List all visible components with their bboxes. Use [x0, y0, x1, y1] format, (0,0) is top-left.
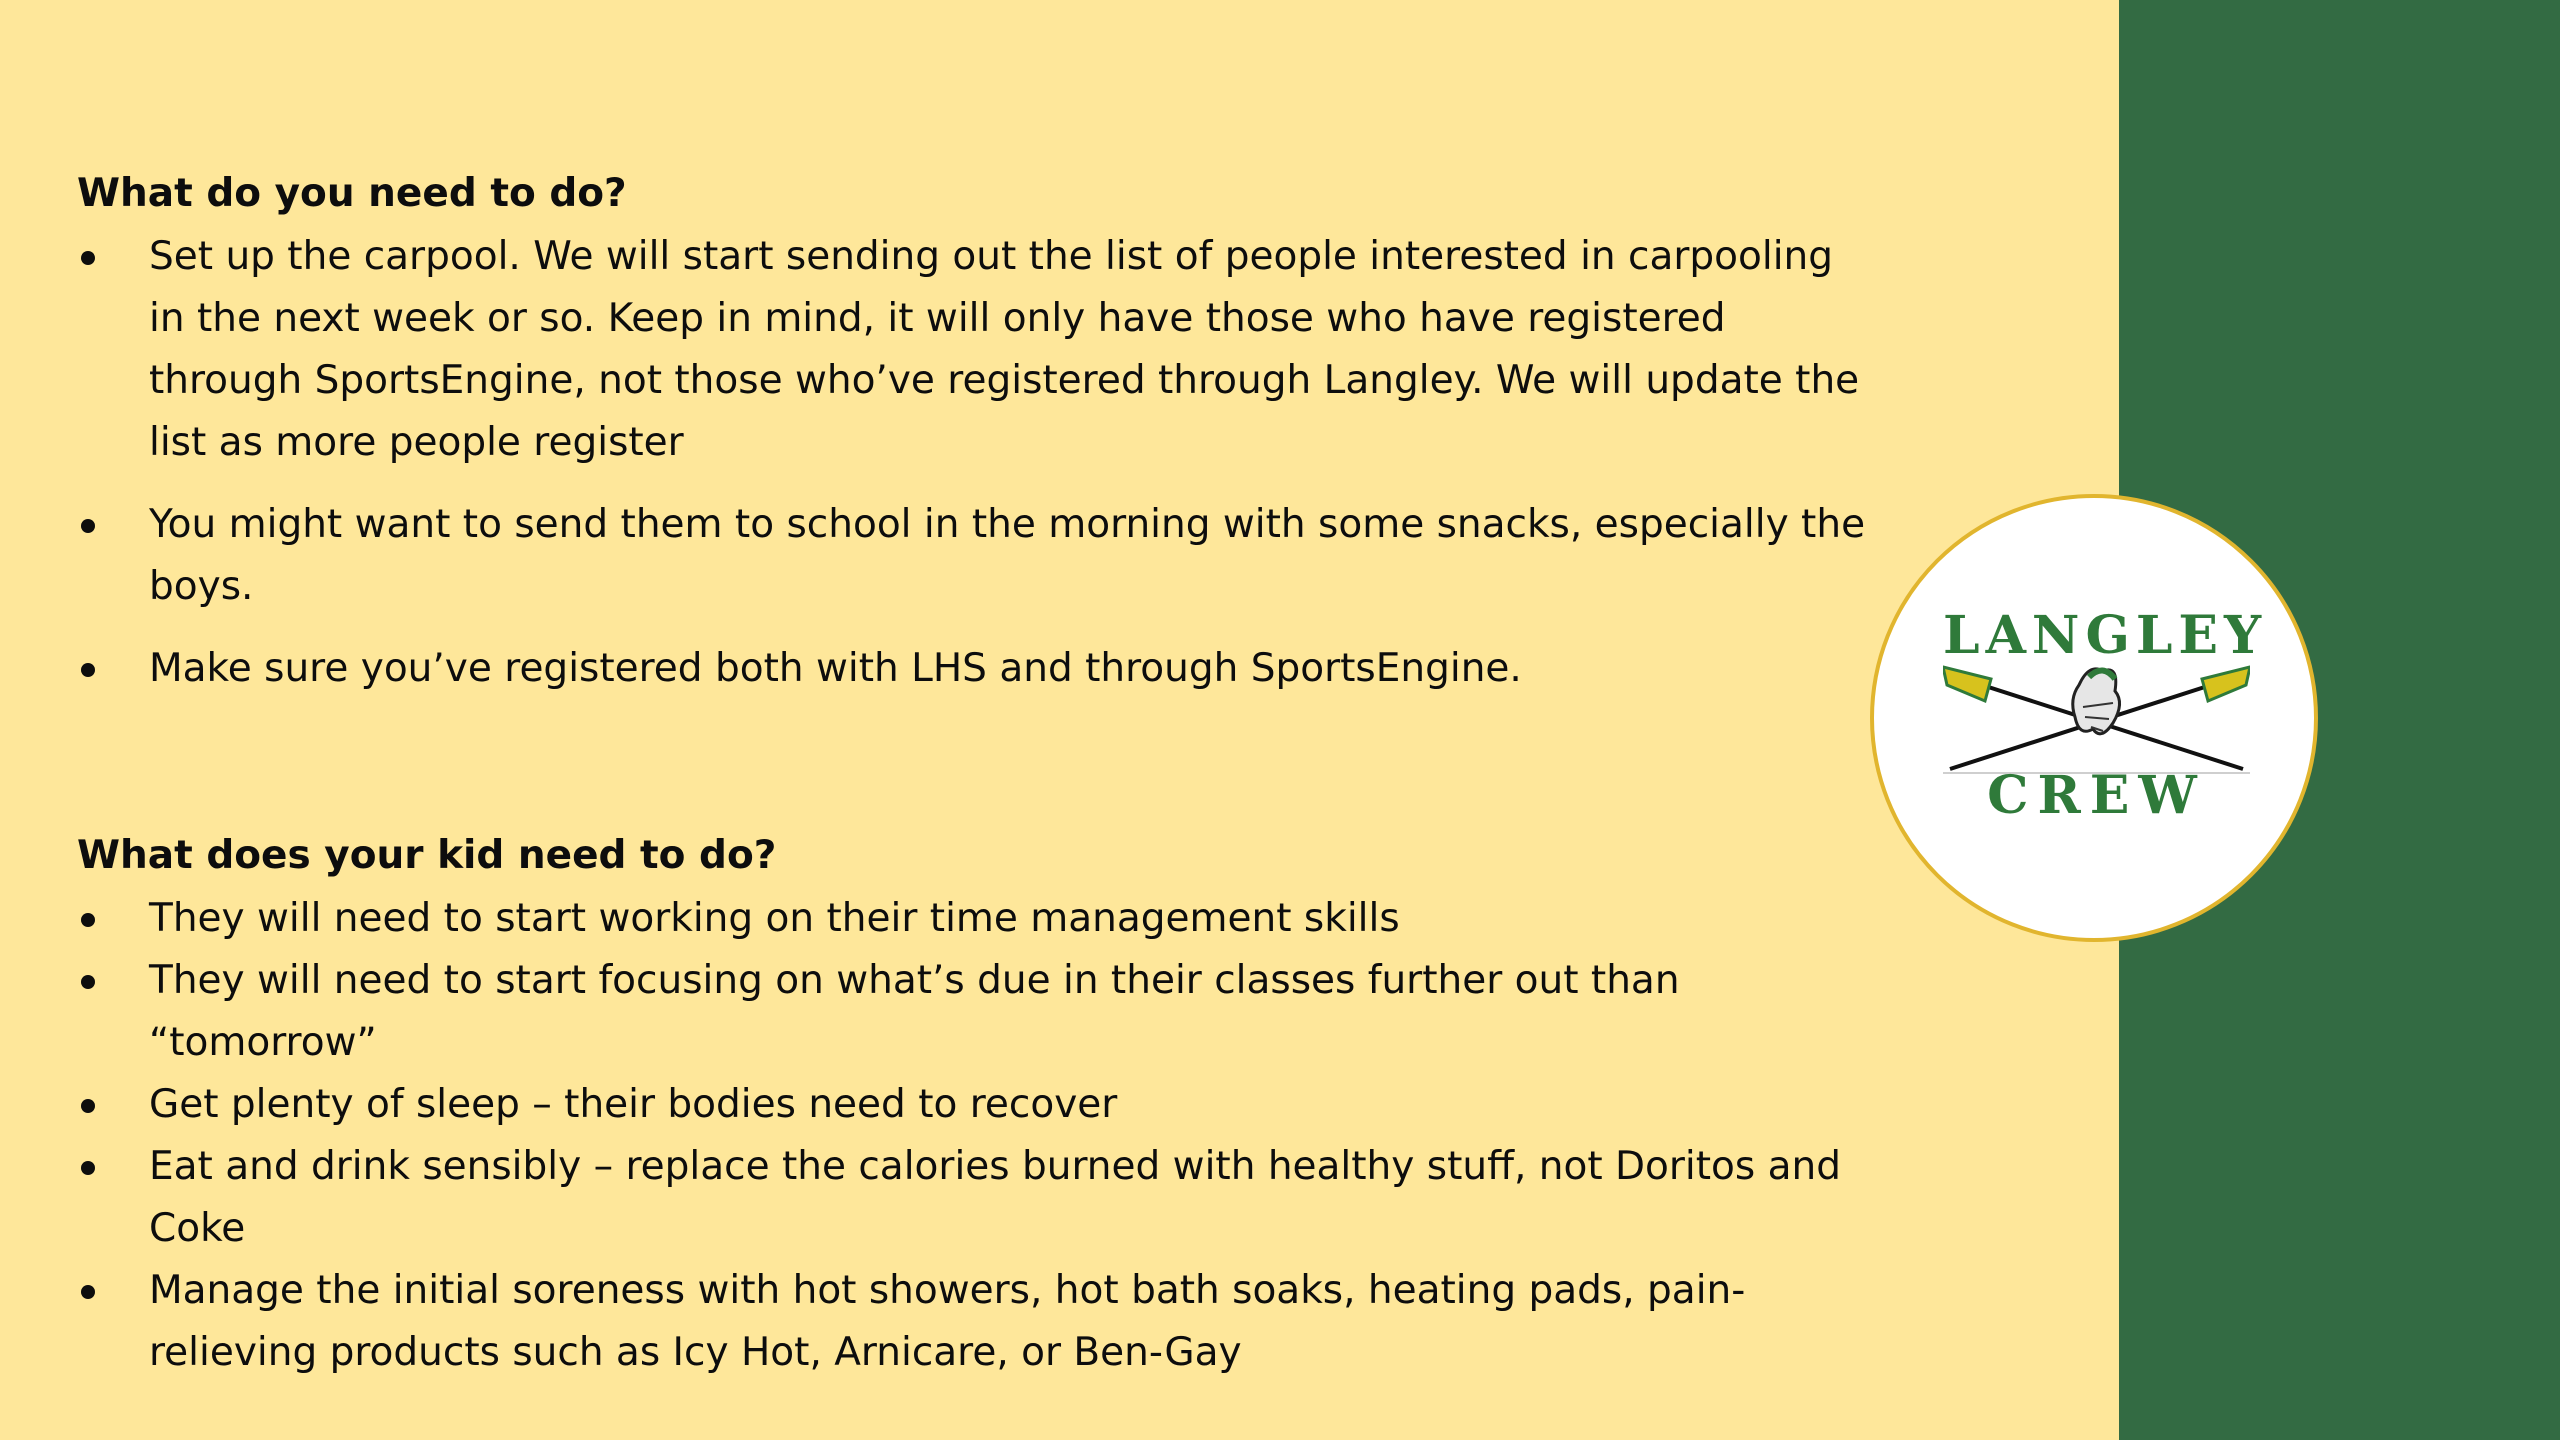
kid-task-list	[77, 888, 1867, 1384]
list-item: Manage the initial soreness with hot showers, hot bath soaks, heating pads, pain-relieving products such as Icy Hot, Arnicare, or Ben-Gay	[77, 1260, 1867, 1384]
list-item: Make sure you’ve registered both with LHS and through SportsEngine.	[77, 638, 1867, 700]
list-item: Eat and drink sensibly – replace the calories burned with healthy stuff, not Doritos and Coke	[77, 1136, 1867, 1260]
list-item: Set up the carpool. We will start sending out the list of people interested in carpooling in the next week or so. Keep in mind, it will only have those who have registered through SportsEngine, not those who’ve registered through Langley. We will update the list as more people register	[77, 226, 1867, 474]
list-item: They will need to start working on their time management skills	[77, 888, 1867, 950]
logo-top-text: LANGLEY	[1943, 605, 2268, 666]
section-title-parents: What do you need to do?	[77, 171, 627, 216]
section-title-kids: What does your kid need to do?	[77, 833, 777, 878]
section-spacer	[77, 720, 1867, 824]
crossed-oars-viking-icon	[1943, 657, 2250, 775]
list-item: They will need to start focusing on what’s due in their classes further out than “tomorrow”	[77, 950, 1867, 1074]
logo-bottom-text: CREW	[1987, 765, 2206, 826]
list-item: You might want to send them to school in the morning with some snacks, especially the boys.	[77, 494, 1867, 618]
slide-content	[77, 162, 1867, 1384]
langley-crew-logo	[1943, 605, 2268, 826]
parent-task-list	[77, 226, 1867, 700]
list-item: Get plenty of sleep – their bodies need to recover	[77, 1074, 1867, 1136]
